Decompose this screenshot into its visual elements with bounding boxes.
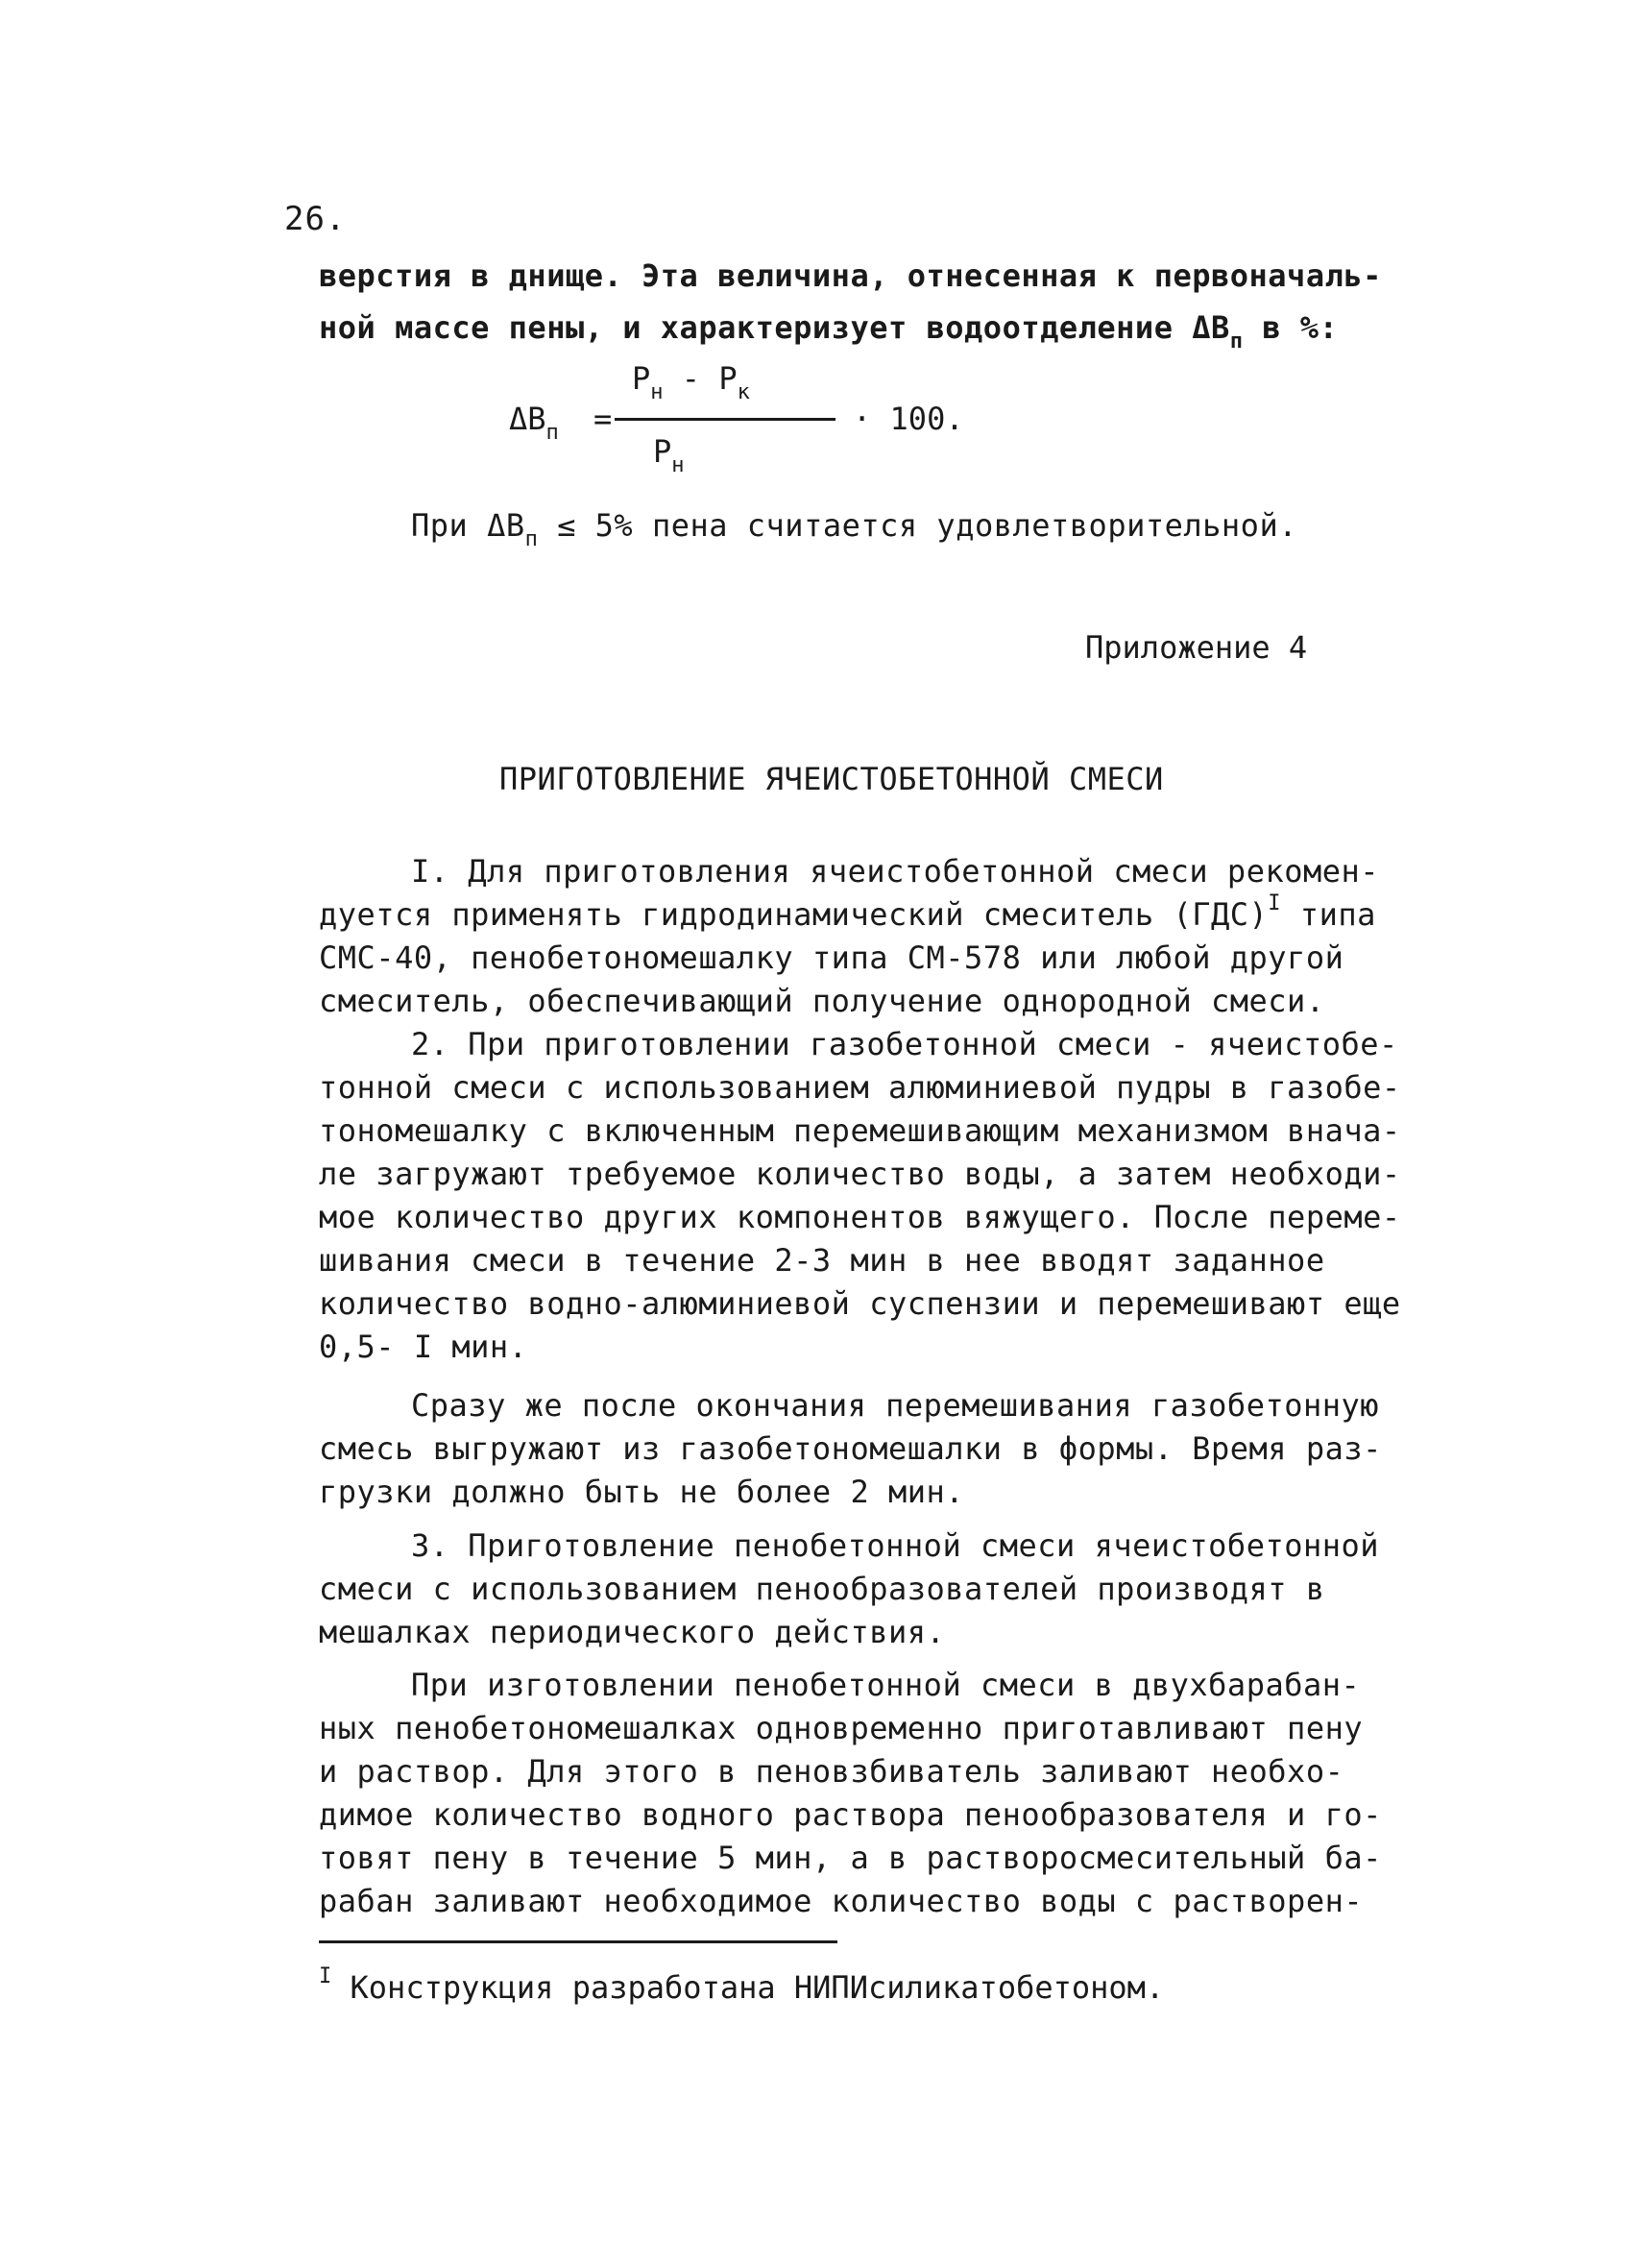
- water-separation-formula: [509, 360, 989, 485]
- body-line-tail: типа: [1281, 896, 1376, 933]
- fraction-bar: [615, 418, 835, 421]
- body-line: При изготовлении пенобетонной смеси в двухбарабан-: [411, 1667, 1361, 1703]
- body-line: I. Для приготовления ячеистобетонной смеси рекомен-: [411, 853, 1380, 890]
- intro-line-2-text: ной массе пены, и характеризует водоотделение ΔВ: [319, 309, 1230, 346]
- formula-multiplier: · 100.: [853, 401, 964, 437]
- formula-equals: =: [593, 401, 613, 437]
- footnote: [319, 1964, 1165, 2006]
- formula-den-symbol: Р: [653, 433, 672, 470]
- body-line: тонной смеси с использованием алюминиевой пудры в газобе-: [319, 1069, 1401, 1106]
- page-number: 26.: [284, 200, 347, 238]
- section-title: ПРИГОТОВЛЕНИЕ ЯЧЕИСТОБЕТОННОЙ СМЕСИ: [499, 761, 1164, 797]
- body-line: шивания смеси в течение 2-3 мин в нее вводят заданное: [319, 1242, 1325, 1279]
- condition-prefix: При ΔВ: [411, 507, 525, 544]
- footnote-marker: I: [319, 1964, 332, 1988]
- condition-tail: ≤ 5% пена считается удовлетворительной.: [538, 507, 1297, 544]
- formula-lhs-subscript: п: [545, 421, 559, 445]
- body-line: количество водно-алюминиевой суспензии и перемешивают еще: [319, 1285, 1401, 1322]
- formula-num-b: Р: [718, 360, 738, 397]
- intro-line-2-subscript: п: [1229, 329, 1244, 354]
- formula-denominator: [653, 433, 685, 477]
- body-line: мешалках периодического действия.: [319, 1614, 946, 1650]
- body-line: рабан заливают необходимое количество воды с растворен-: [319, 1883, 1364, 1919]
- intro-line-1: верстия в днище. Эта величина, отнесенная к первоначаль-: [319, 257, 1382, 294]
- body-line: 0,5- I мин.: [319, 1329, 528, 1365]
- body-line: смесь выгружают из газобетономешалки в формы. Время раз-: [319, 1430, 1382, 1467]
- body-line: ле загружают требуемое количество воды, а затем необходи-: [319, 1156, 1401, 1192]
- body-line: димое количество водного раствора пенообразователя и го-: [319, 1796, 1382, 1833]
- body-line: 3. Приготовление пенобетонной смеси ячеистобетонной: [411, 1527, 1380, 1564]
- intro-line-2: [319, 309, 1339, 354]
- formula-numerator: [632, 360, 750, 404]
- condition-line: [411, 507, 1297, 551]
- body-line: ных пенобетономешалках одновременно приготавливают пену: [319, 1710, 1364, 1746]
- body-line: и раствор. Для этого в пеновзбиватель заливают необхо-: [319, 1753, 1344, 1790]
- appendix-label: Приложение 4: [1085, 629, 1308, 666]
- body-line-text: дуется применять гидродинамический смеситель (ГДС): [319, 896, 1269, 933]
- footnote-reference: I: [1268, 891, 1282, 915]
- body-line: [319, 891, 1376, 933]
- formula-lhs: [509, 401, 559, 445]
- formula-num-a: Р: [632, 360, 651, 397]
- body-line: смеси с использованием пенообразователей производят в: [319, 1571, 1325, 1607]
- formula-minus: -: [663, 360, 719, 397]
- formula-den-subscript: н: [671, 453, 685, 477]
- body-line: смеситель, обеспечивающий получение однородной смеси.: [319, 983, 1325, 1019]
- body-line: товят пену в течение 5 мин, а в растворосмесительный ба-: [319, 1840, 1382, 1876]
- formula-lhs-symbol: ΔВ: [509, 401, 546, 437]
- formula-num-a-subscript: н: [650, 380, 664, 404]
- body-line: тономешалку с включенным перемешивающим механизмом внача-: [319, 1112, 1401, 1149]
- body-line: Сразу же после окончания перемешивания газобетонную: [411, 1387, 1380, 1424]
- condition-subscript: п: [524, 527, 539, 551]
- body-line: грузки должно быть не более 2 мин.: [319, 1474, 965, 1510]
- footnote-divider: [319, 1940, 837, 1943]
- formula-num-b-subscript: к: [737, 380, 750, 404]
- body-line: мое количество других компонентов вяжущего. После переме-: [319, 1199, 1401, 1235]
- body-line: СМС-40, пенобетономешалку типа СМ-578 или любой другой: [319, 939, 1344, 976]
- footnote-text: Конструкция разработана НИПИсиликатобетоном.: [331, 1969, 1165, 2006]
- intro-line-2-tail: в %:: [1243, 309, 1339, 346]
- body-line: 2. При приготовлении газобетонной смеси - ячеистобе-: [411, 1026, 1398, 1062]
